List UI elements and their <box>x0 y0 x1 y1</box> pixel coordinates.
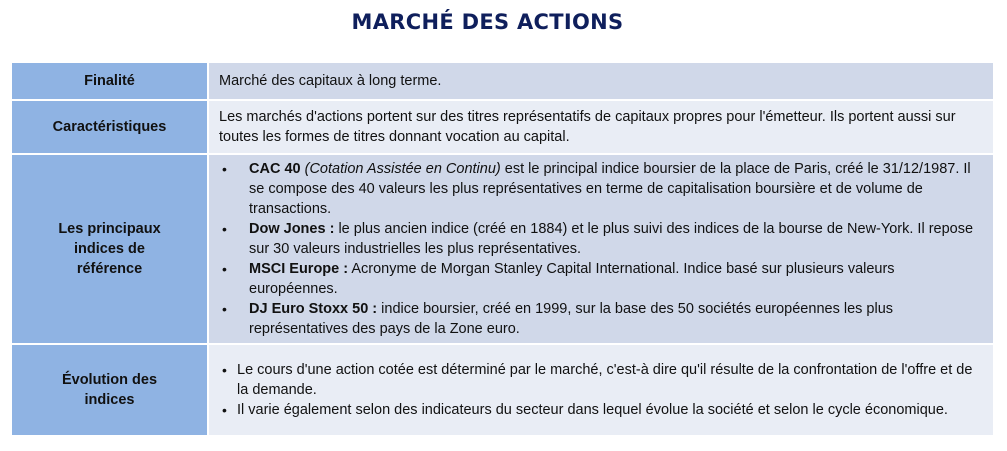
list-item <box>219 400 983 420</box>
bullet-icon: • <box>222 362 227 378</box>
list-item <box>219 159 983 219</box>
indices-list <box>219 159 983 339</box>
info-table <box>10 61 995 437</box>
row-content <box>208 344 994 436</box>
table-row-finalite <box>11 62 994 100</box>
index-description: le plus ancien indice (créé en 1884) et le plus suivi des indices de la bourse de New-York. Il repose sur 30 valeurs industrielles les plus représentatives. <box>249 221 974 257</box>
index-name: DJ Euro Stoxx 50 : <box>249 301 378 317</box>
bullet-icon: • <box>222 221 227 237</box>
table-row-caracteristiques <box>11 100 994 154</box>
bullet-icon: • <box>222 161 227 177</box>
row-label: Finalité <box>11 62 208 100</box>
evolution-list <box>219 360 983 420</box>
row-content: Les marchés d'actions portent sur des titres représentatifs de capitaux propres pour l'émetteur. Ils portent aussi sur toutes les formes de titres donnant vocation au capital. <box>208 100 994 154</box>
list-item <box>219 259 983 299</box>
row-label: Évolution des indices <box>11 344 208 436</box>
bullet-icon: • <box>222 301 227 317</box>
index-name: MSCI Europe : <box>249 261 349 277</box>
index-name: CAC 40 <box>249 161 301 177</box>
evolution-text: Le cours d'une action cotée est déterminé par le marché, c'est-à dire qu'il résulte de la confrontation de l'offre et de la demande. <box>237 362 973 398</box>
row-content: Marché des capitaux à long terme. <box>208 62 994 100</box>
bullet-icon: • <box>222 402 227 418</box>
row-label: Les principaux indices de référence <box>11 154 208 344</box>
list-item <box>219 299 983 339</box>
row-content <box>208 154 994 344</box>
index-description: est le principal indice boursier de la place de Paris, créé le 31/12/1987. Il se compose des 40 valeurs les plus représentatives en terme de capitalisation boursière et de volume de transactions. <box>249 161 971 217</box>
index-description: Acronyme de Morgan Stanley Capital International. Indice basé sur plusieurs valeurs européennes. <box>249 261 895 297</box>
index-description: indice boursier, créé en 1999, sur la base des 50 sociétés européennes les plus représentatives des pays de la Zone euro. <box>249 301 894 337</box>
index-name: Dow Jones : <box>249 221 335 237</box>
list-item <box>219 219 983 259</box>
page-title: MARCHÉ DES ACTIONS <box>351 10 624 34</box>
bullet-icon: • <box>222 261 227 277</box>
row-label: Caractéristiques <box>11 100 208 154</box>
table-row-indices-reference <box>11 154 994 344</box>
table-row-evolution-indices <box>11 344 994 436</box>
evolution-text: Il varie également selon des indicateurs du secteur dans lequel évolue la société et selon le cycle économique. <box>237 402 948 418</box>
list-item <box>219 360 983 400</box>
index-acronym: (Cotation Assistée en Continu) <box>304 161 501 177</box>
